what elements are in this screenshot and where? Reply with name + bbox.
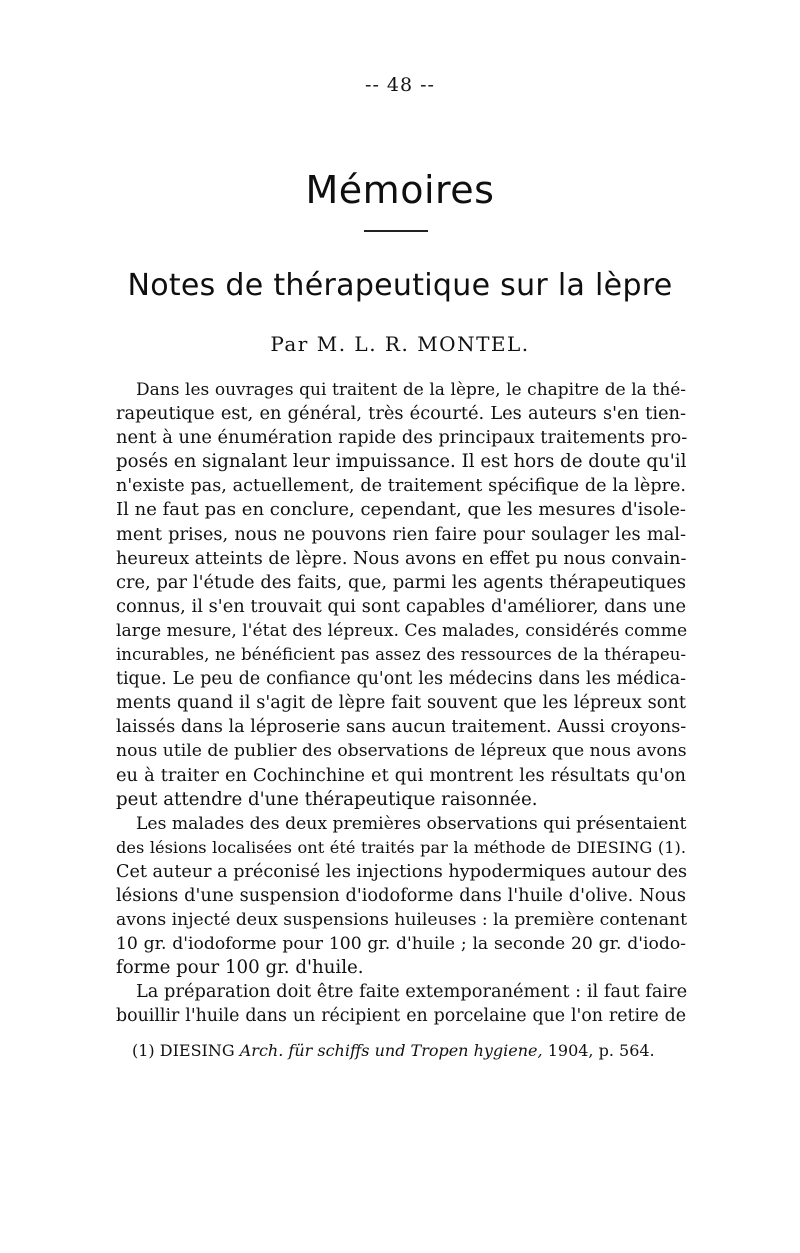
article-title: Notes de thérapeutique sur la lèpre: [127, 268, 673, 303]
body-line: nent à une énumération rapide des principaux traitements pro-: [116, 427, 688, 449]
body-line: eu à traiter en Cochinchine et qui montrent les résultats qu'on: [116, 764, 686, 786]
body-line: n'existe pas, actuellement, de traitement spécifique de la lèpre.: [116, 476, 686, 497]
body-line: large mesure, l'état des lépreux. Ces malades, considérés comme: [116, 620, 688, 641]
footnote-author: DIESING: [159, 1041, 235, 1060]
footnote-marker: (1): [132, 1041, 155, 1060]
body-line: ments quand il s'agit de lèpre fait souvent que les lépreux sont: [116, 692, 686, 714]
body-line: lésions d'une suspension d'iodoforme dans l'huile d'olive. Nous: [116, 884, 686, 906]
body-line: Les malades des deux premières observations qui présentaient: [136, 813, 687, 834]
body-line: 10 gr. d'iodoforme pour 100 gr. d'huile ; la seconde 20 gr. d'iodo-: [116, 934, 686, 955]
body-line: forme pour 100 gr. d'huile.: [116, 957, 364, 979]
page-number: -- 48 --: [365, 74, 435, 96]
body-line: laissés dans la léproserie sans aucun traitement. Aussi croyons-: [116, 717, 687, 738]
body-line: rapeutique est, en général, très écourté. Les auteurs s'en tien-: [116, 403, 686, 425]
body-line: La préparation doit être faite extemporanément : il faut faire: [136, 981, 688, 1003]
footnote-citation: Arch. für schiffs und Tropen hygiene,: [239, 1041, 543, 1060]
body-line: posés en signalant leur impuissance. Il est hors de doute qu'il: [116, 451, 687, 473]
body-line: Dans les ouvrages qui traitent de la lèpre, le chapitre de la thé-: [136, 380, 686, 400]
footnote-details: 1904, p. 564.: [547, 1041, 655, 1060]
footnote: [132, 1040, 692, 1062]
body-line: des lésions localisées ont été traités par la méthode de DIESING (1).: [116, 837, 686, 857]
body-line: ment prises, nous ne pouvons rien faire pour soulager les mal-: [116, 523, 686, 545]
body-line: avons injecté deux suspensions huileuses : la première contenant: [116, 910, 687, 931]
body-line: tique. Le peu de confiance qu'ont les médecins dans les médica-: [116, 669, 686, 690]
body-line: nous utile de publier des observations de lépreux que nous avons: [116, 741, 687, 762]
body-line: bouillir l'huile dans un récipient en porcelaine que l'on retire de: [116, 1006, 686, 1027]
section-title: Mémoires: [305, 168, 495, 212]
body-line: heureux atteints de lèpre. Nous avons en effet pu nous convain-: [116, 548, 687, 569]
author-byline: Par M. L. R. MONTEL.: [270, 332, 530, 356]
body-line: peut attendre d'une thérapeutique raisonnée.: [116, 788, 538, 810]
article-body: [116, 378, 686, 1029]
body-line: Cet auteur a préconisé les injections hypodermiques autour des: [116, 861, 688, 882]
body-line: incurables, ne bénéficient pas assez des ressources de la thérapeu-: [116, 645, 686, 665]
title-divider: [364, 230, 428, 232]
body-line: cre, par l'étude des faits, que, parmi les agents thérapeutiques: [116, 571, 686, 593]
body-line: connus, il s'en trouvait qui sont capables d'améliorer, dans une: [116, 595, 686, 617]
body-line: Il ne faut pas en conclure, cependant, que les mesures d'isole-: [116, 499, 686, 521]
